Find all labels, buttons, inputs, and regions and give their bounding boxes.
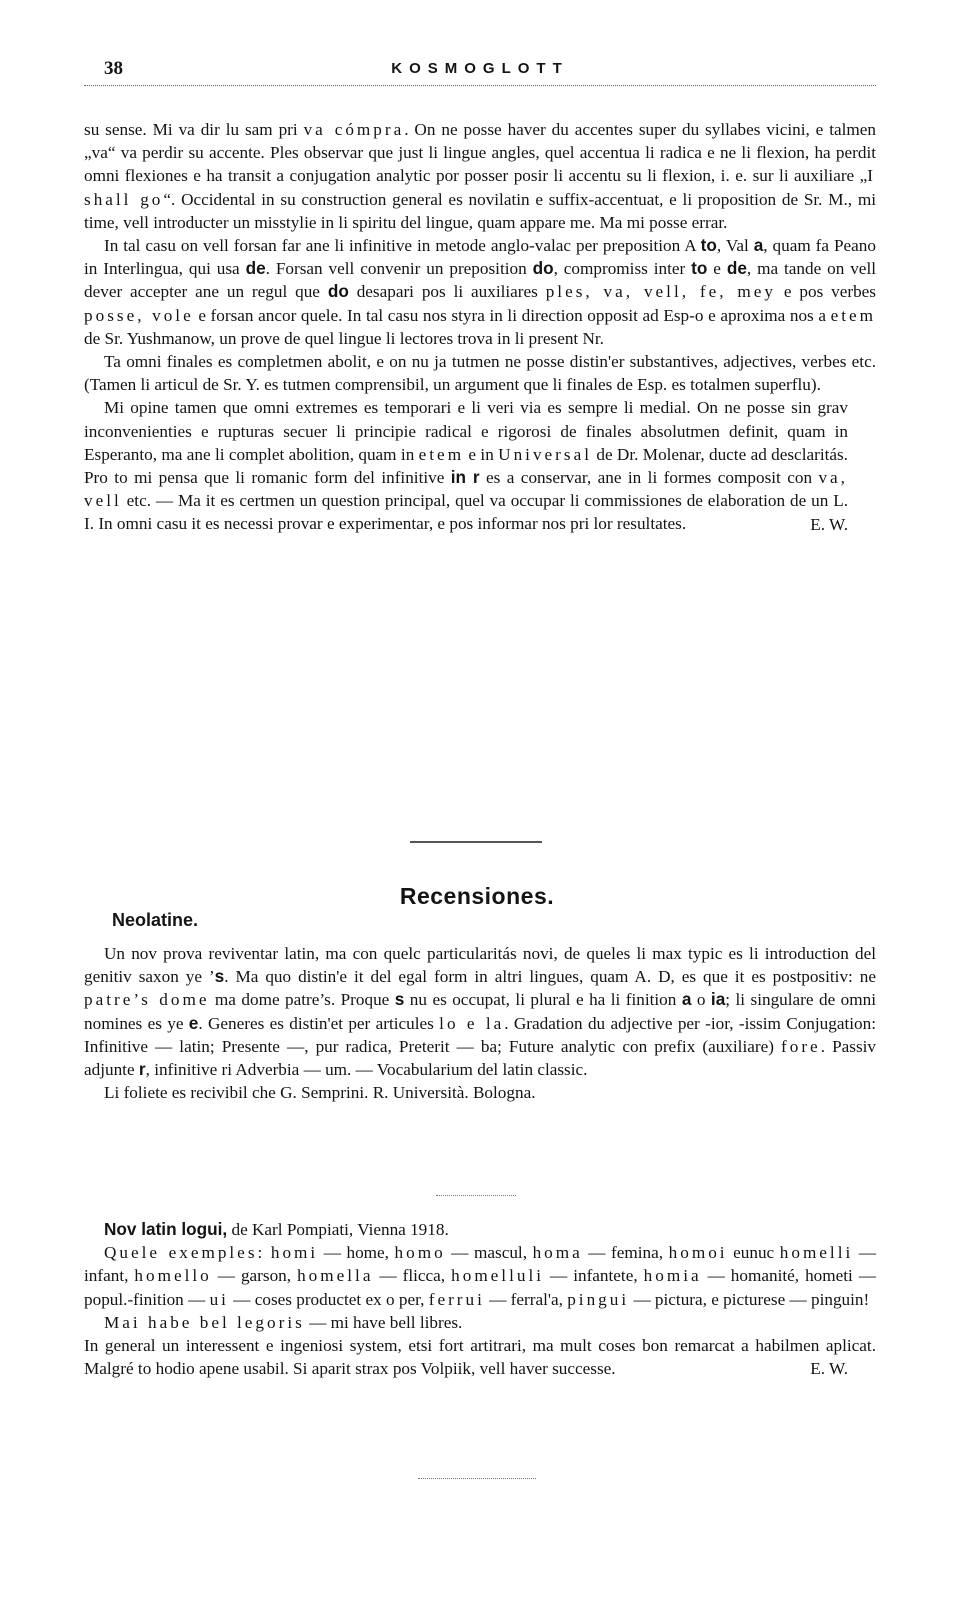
bold-text: in r xyxy=(450,467,480,488)
review-neolatine xyxy=(84,942,876,1104)
bold-text: to xyxy=(700,235,717,256)
spaced-text: Mai habe bel legoris xyxy=(104,1312,305,1332)
text-run: , compromiss inter xyxy=(553,259,692,279)
paragraph xyxy=(84,1311,876,1334)
paragraph: In general un interessent e ingeniosi system, etsi fort artitrari, ma mult coses bon remarcat a habilmen aplicat. Malgré to hodio apene usabil. Si aparit strax pos Volpiik, vell haver successe. xyxy=(84,1336,876,1379)
bold-text: a xyxy=(681,989,692,1010)
text-run: “. Occidental in su construction general es novilatin e suffix-accentuat, e li proposition de Sr. M., mi time, vell introducter un misstylie in li spiritu del lingue, quam appare me. Ma mi posse errar. xyxy=(84,189,876,232)
spaced-text: homa xyxy=(532,1243,583,1263)
spaced-text: patre’s dome xyxy=(84,990,210,1010)
text-run: — garson, xyxy=(211,1266,298,1286)
spaced-text: posse, vole xyxy=(84,305,194,325)
header-rule xyxy=(84,85,876,86)
page-header xyxy=(84,58,876,88)
paragraph xyxy=(84,396,848,535)
text-run: ; li singulare de omni nomines es ye xyxy=(84,990,876,1033)
spaced-text: va, vell xyxy=(84,468,848,511)
paragraph xyxy=(84,1218,876,1241)
spaced-text: ferrui xyxy=(428,1289,485,1309)
article-continuation xyxy=(84,118,876,536)
review-nov-latin-logui xyxy=(84,1218,876,1381)
review-signature: E. W. xyxy=(810,1359,848,1379)
paragraph xyxy=(84,234,876,350)
bold-text: de xyxy=(726,258,747,279)
paragraph: Li foliete es recivibil che G. Semprini. R. Università. Bologna. xyxy=(104,1083,536,1103)
bold-text: do xyxy=(532,258,554,279)
text-run: , Val xyxy=(716,236,754,256)
text-run: ma dome patre’s. Proque xyxy=(209,990,395,1010)
spaced-text: homello xyxy=(134,1266,212,1286)
text-run: . On ne posse haver du accentes super du syllabes vicini, e talmen „va“ va perdir su accente. Ples observar que just li lingue angles, quel accentua li radica e ne li flexion, ha perdit omni flexiones e ha transit a conjugation analytic por posser posir li accentu su li flexion, i. e. sur li auxiliare „ xyxy=(84,120,876,186)
spaced-text: homella xyxy=(297,1266,374,1286)
spaced-text: etem xyxy=(418,444,465,464)
spaced-text: homoi xyxy=(668,1243,728,1263)
text-run: In tal casu on vell forsan far ane li infinitive in metode anglo-valac per preposition A xyxy=(104,236,701,256)
spaced-text: etem xyxy=(830,305,876,325)
bold-text: r xyxy=(138,1059,146,1080)
text-run: — infantete, xyxy=(544,1266,644,1286)
end-divider xyxy=(418,1478,536,1479)
article-signature: E. W. xyxy=(810,514,848,534)
text-run: — coses productet ex o per, xyxy=(228,1289,429,1309)
paragraph xyxy=(84,1241,876,1311)
text-run: — femina, xyxy=(582,1243,669,1263)
text-run: , ma tande on vell dever accepter ane un regul que xyxy=(84,259,876,302)
spaced-text: lo e la xyxy=(439,1013,505,1033)
text-run: — flicca, xyxy=(373,1266,452,1286)
bold-text: ia xyxy=(710,989,726,1010)
text-run: nu es occupat, li plural e ha li finition xyxy=(404,990,682,1010)
review-author: de Karl Pompiati, Vienna 1918. xyxy=(227,1220,449,1239)
bold-text: to xyxy=(691,258,708,279)
bold-text: s xyxy=(214,966,225,987)
spaced-text: va cómpra xyxy=(303,120,405,139)
spaced-text: homelli xyxy=(779,1243,854,1263)
section-title: Recensiones. xyxy=(399,883,555,909)
spaced-text: I shall go xyxy=(84,166,876,209)
paragraph: Ta omni finales es completmen abolit, e on nu ja tutmen ne posse distin'er substantives, adjectives, verbes etc. (Tamen li articul de Sr. Y. es tutmen comprensibil, un argument que li finales de Esp. es totalmen superflu). xyxy=(84,352,876,395)
text-run: — mi have bell libres. xyxy=(304,1312,463,1332)
text-run: Mi opine tamen que omni extremes es temporari e li veri via es sempre li medial. On ne posse sin grav inconvenienties e rupturas secuer li principie radical e rigorosi de finales absolutmen definit, quam in Esperanto, ma ane li complet abolition, quam in xyxy=(84,398,848,464)
spaced-text: pingui xyxy=(567,1289,630,1309)
text-run: . Ma quo distin'e it del egal form in altri lingues, quam A. D, es que it es postpositiv: ne xyxy=(224,967,876,987)
text-run: — ferral'a, xyxy=(484,1289,568,1309)
paragraph-with-signature xyxy=(84,396,876,535)
paragraph xyxy=(84,942,876,1081)
spaced-text: ui xyxy=(209,1289,229,1309)
text-run: — mascul, xyxy=(445,1243,533,1263)
spaced-text: Universal xyxy=(498,444,592,464)
text-run: e xyxy=(707,259,727,279)
text-run: — pictura, e picturese — pinguin! xyxy=(629,1289,870,1309)
text-run: . Passiv adjunte xyxy=(84,1036,876,1080)
text-run: e pos verbes xyxy=(776,282,876,302)
text-run: o xyxy=(691,990,711,1010)
text-run: , infinitive ri Adverbia — um. — Vocabularium del latin classic. xyxy=(145,1060,588,1080)
bold-text: do xyxy=(327,281,349,302)
review-title: Nov latin logui, xyxy=(104,1219,228,1239)
page-number: 38 xyxy=(104,58,123,79)
text-run: — infant, xyxy=(84,1243,877,1286)
text-run: eunuc xyxy=(727,1243,780,1263)
text-run: desapari pos li auxiliares xyxy=(348,282,546,302)
text-run: e forsan ancor quele. In tal casu nos styra in li direction opposit ad Esp-o e aproxima nos a xyxy=(193,305,831,325)
review-heading: Neolatine. xyxy=(112,910,199,930)
text-run: su sense. Mi va dir lu sam pri xyxy=(84,120,304,139)
paragraph xyxy=(84,118,876,234)
spaced-text: Quele exemples: xyxy=(104,1243,266,1263)
spaced-text: ples, va, vell, fe, mey xyxy=(545,282,777,302)
section-divider xyxy=(410,841,542,843)
text-run: — home, xyxy=(318,1243,395,1263)
text-run: de Dr. Molenar, ducte ad desclaritás. Pro to mi pensa que li romanic form del infinitive xyxy=(84,444,848,488)
text-run: . Gradation du adjective per -ior, -issim Conjugation: Infinitive — latin; Presente —, pur radica, Preterit — ba; Future analytic con prefix (auxiliare) xyxy=(84,1013,876,1056)
spaced-text: homi xyxy=(270,1243,319,1263)
text-run: de Sr. Yushmanow, un prove de quel lingue li lectores trova in li present Nr. xyxy=(84,328,604,348)
text-run: . Generes es distin'et per articules xyxy=(198,1013,440,1033)
text-run: es a conservar, ane in li formes composit con xyxy=(479,468,819,488)
running-title: KOSMOGLOTT xyxy=(391,60,569,77)
bold-text: a xyxy=(753,235,764,256)
text-run: — homanité, hometi — popul.-finition — xyxy=(84,1266,876,1309)
text-run: , quam fa Peano in Interlingua, qui usa xyxy=(84,236,876,279)
spaced-text: fore xyxy=(781,1036,821,1056)
text-run: e in xyxy=(464,444,499,464)
text-run: Un nov prova reviventar latin, ma con quelc particularitás novi, de queles li max typic es li introduction del genitiv saxon ye ’ xyxy=(84,944,876,987)
spaced-text: homia xyxy=(643,1266,702,1286)
text-run: etc. — Ma it es certmen un question principal, quel va occupar li commissiones de elaboration de un L. I. In omni casu it es necessi provar e experimentar, e pos informar nos pri lor resultates. xyxy=(84,491,848,534)
spaced-text: homelluli xyxy=(451,1266,545,1286)
text-run: . Forsan vell convenir un preposition xyxy=(265,259,533,279)
bold-text: de xyxy=(245,258,266,279)
spaced-text: homo xyxy=(394,1243,446,1263)
bold-text: e xyxy=(188,1012,199,1033)
bold-text: s xyxy=(394,989,405,1010)
review-divider xyxy=(436,1195,516,1196)
